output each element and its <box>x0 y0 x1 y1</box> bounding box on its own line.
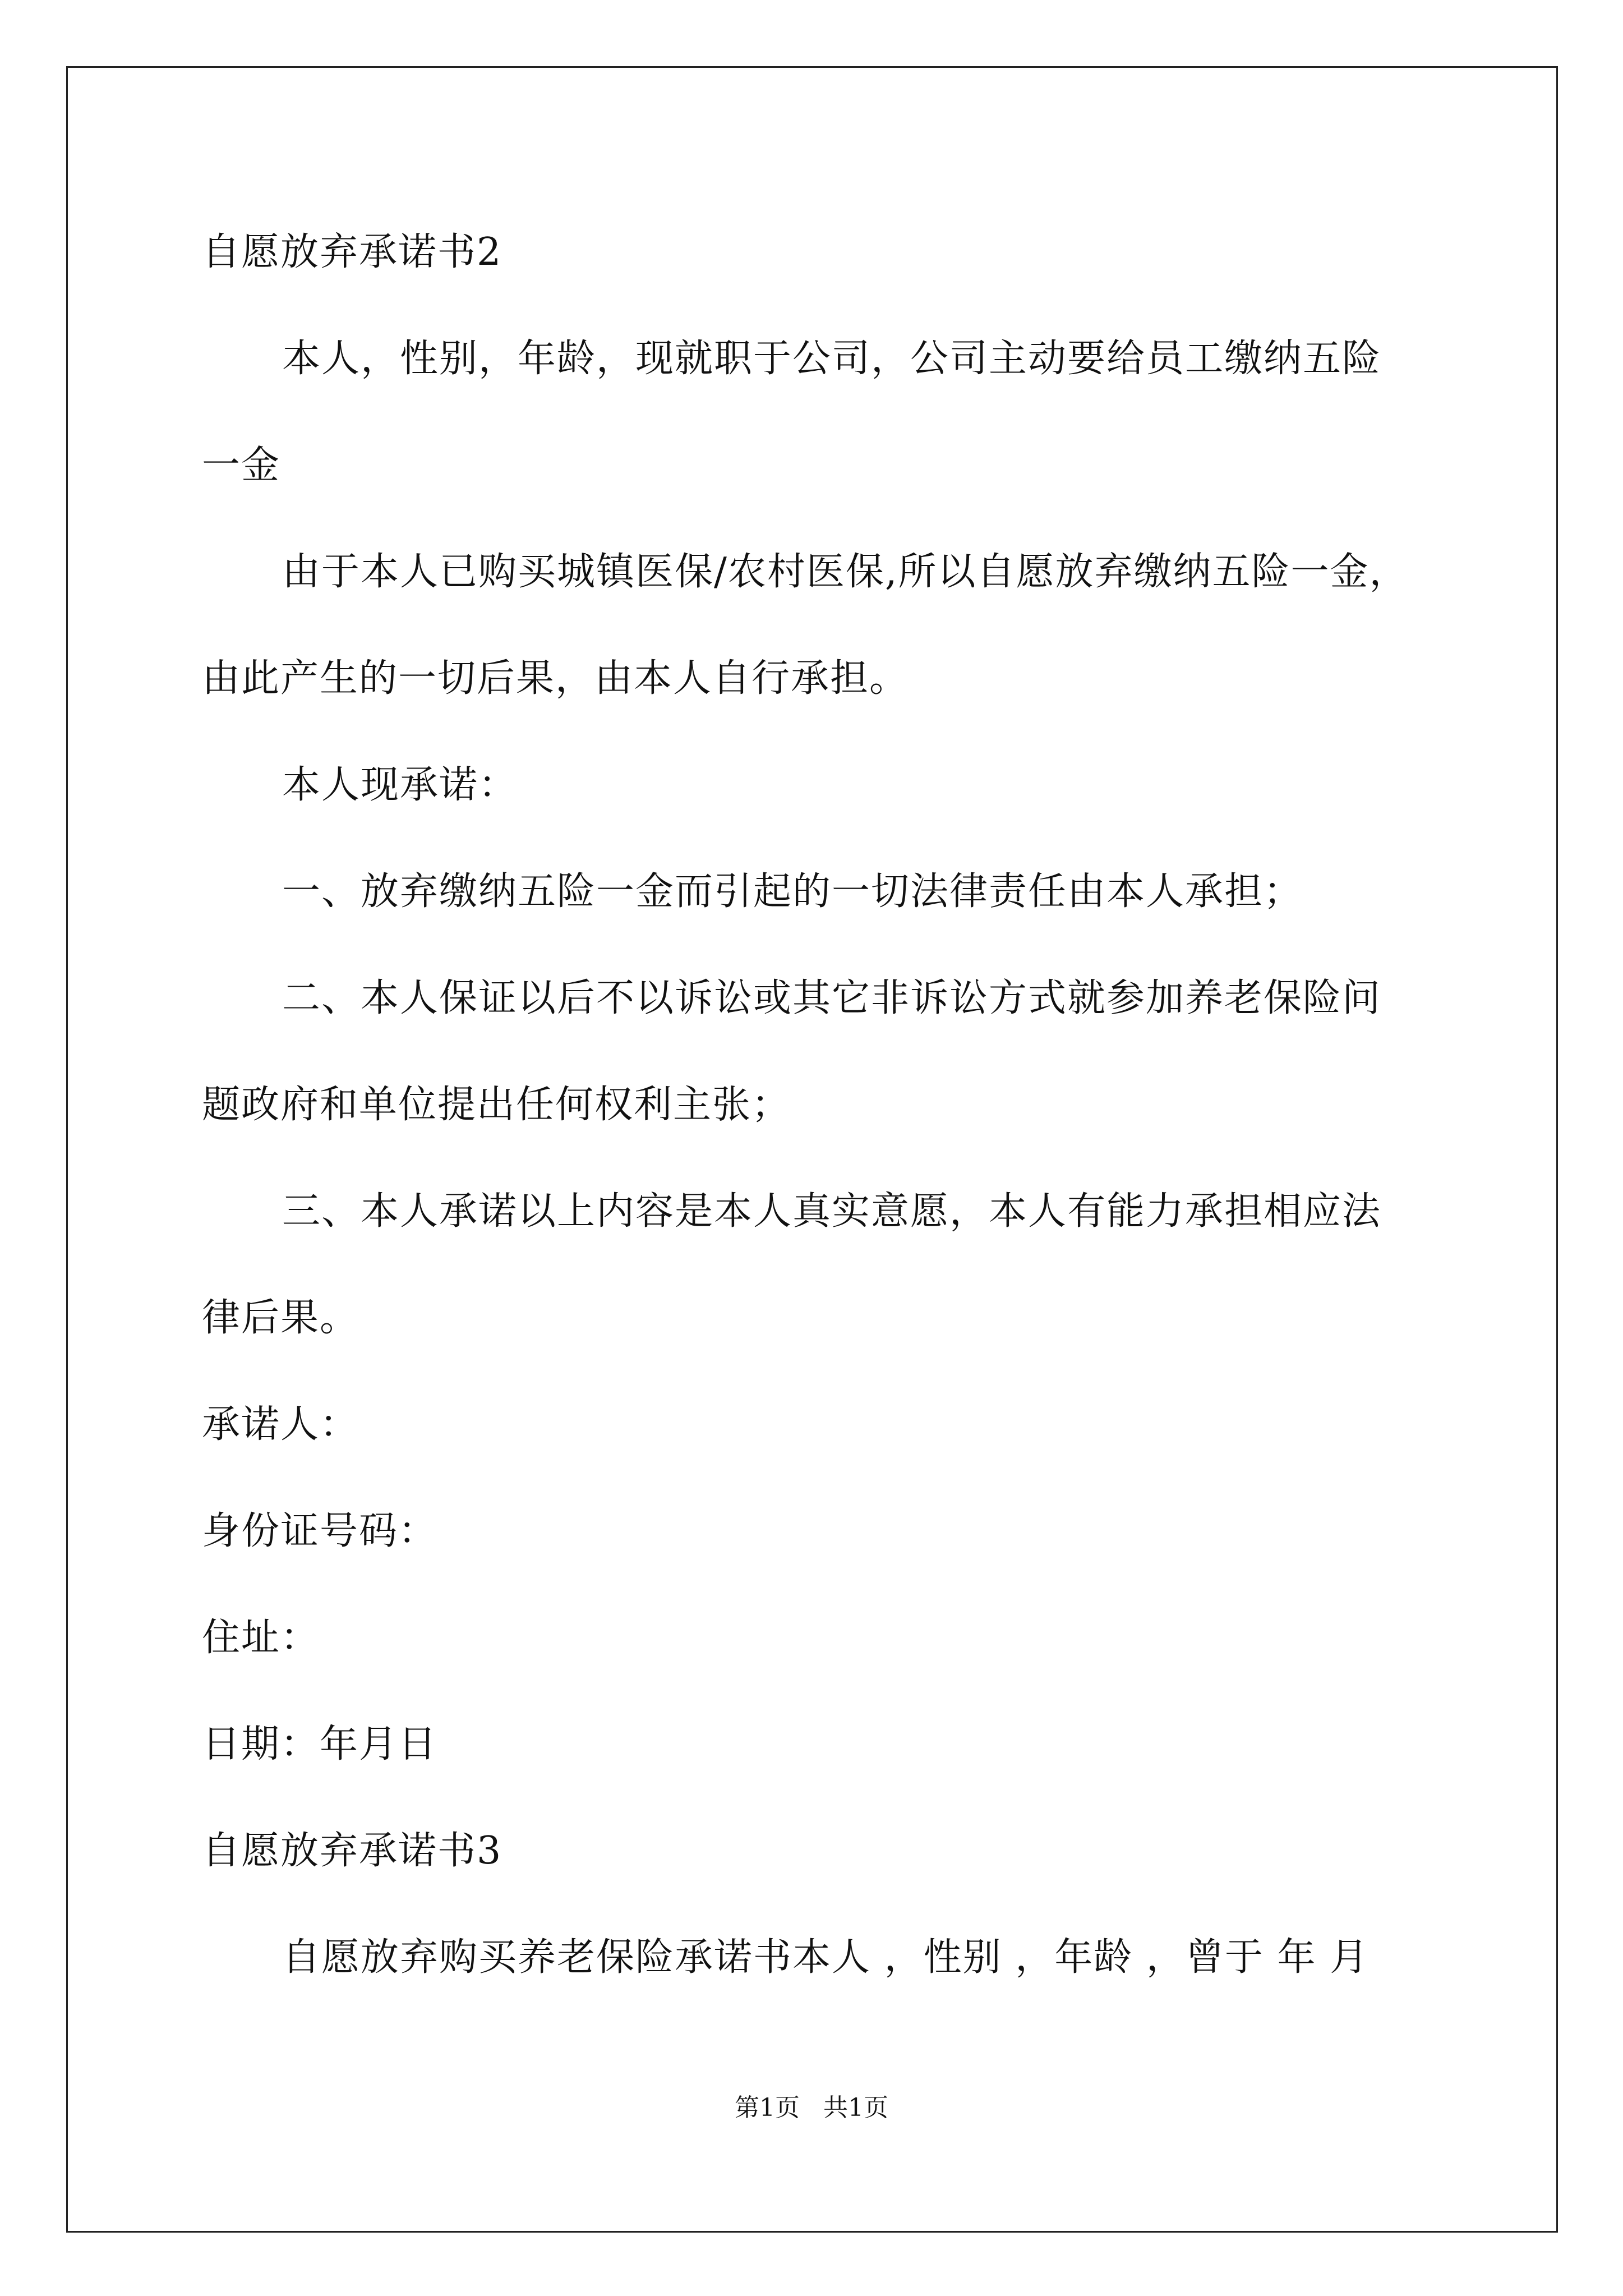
address-label: 住址： <box>202 1616 320 1660</box>
section-title-2: 自愿放弃承诺书2 <box>202 230 502 274</box>
paragraph-line: 三、本人承诺以上内容是本人真实意愿，本人有能力承担相应法 <box>282 1189 1382 1234</box>
paragraph-line: 由此产生的一切后果，由本人自行承担。 <box>202 656 909 701</box>
date-label: 日期：年月日 <box>202 1722 438 1766</box>
page-border <box>66 66 1558 2233</box>
paragraph-line: 本人，性别，年龄，现就职于公司，公司主动要给员工缴纳五险 <box>282 337 1382 381</box>
paragraph-line: 由于本人已购买城镇医保/农村医保,所以自愿放弃缴纳五险一金， <box>282 550 1409 594</box>
signer-label: 承诺人： <box>202 1402 359 1447</box>
paragraph-line: 律后果。 <box>202 1296 359 1340</box>
paragraph-line: 本人现承诺： <box>282 763 518 807</box>
id-number-label: 身份证号码： <box>202 1509 438 1553</box>
paragraph-line: 自愿放弃购买养老保险承诺书本人 ，性别 ，年龄 ，曾于 年 月 <box>282 1935 1370 1980</box>
paragraph-line: 二、本人保证以后不以诉讼或其它非诉讼方式就参加养老保险问 <box>282 976 1382 1020</box>
paragraph-line: 题政府和单位提出任何权利主张； <box>202 1083 791 1127</box>
page-number-footer: 第1页 共1页 <box>735 2093 888 2122</box>
section-title-3: 自愿放弃承诺书3 <box>202 1829 502 1873</box>
paragraph-line: 一、放弃缴纳五险一金而引起的一切法律责任由本人承担； <box>282 869 1303 914</box>
paragraph-line: 一金 <box>202 443 281 487</box>
